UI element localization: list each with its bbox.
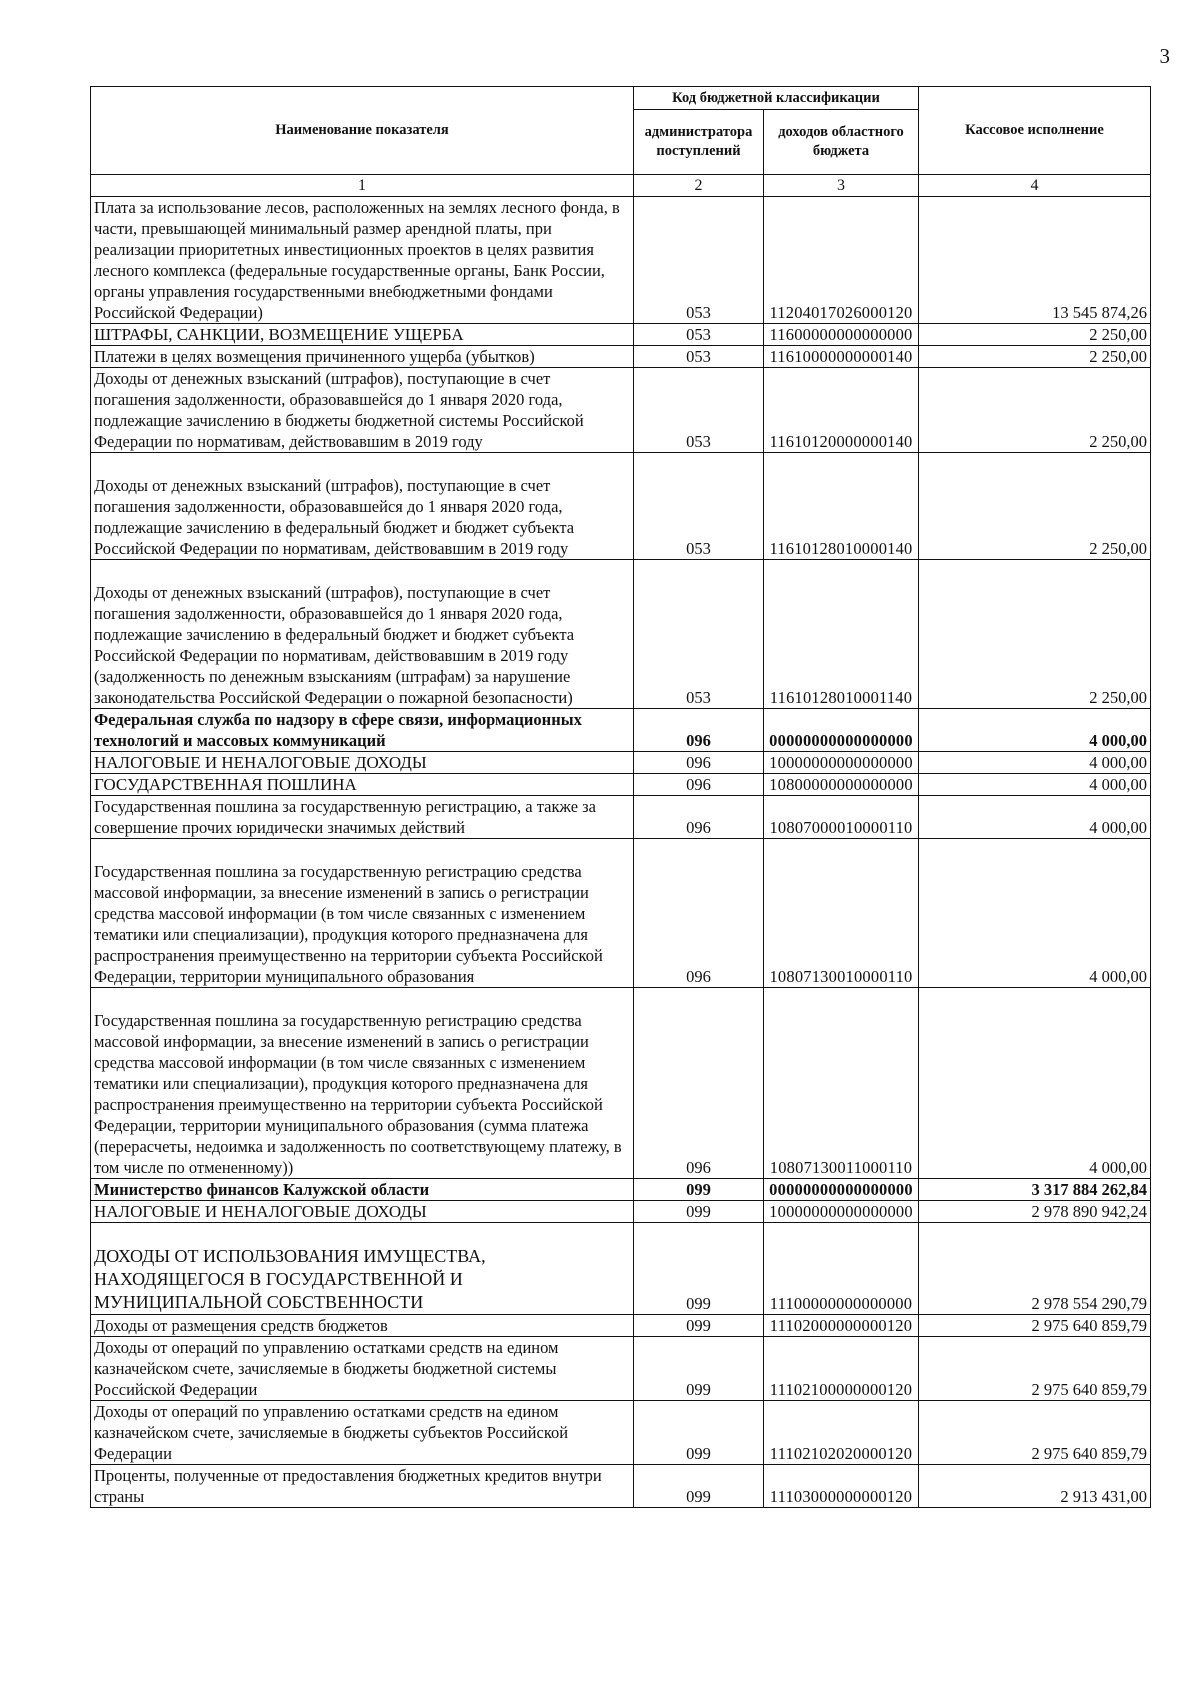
row-amount: 4 000,00 xyxy=(919,709,1151,752)
row-name: НАЛОГОВЫЕ И НЕНАЛОГОВЫЕ ДОХОДЫ xyxy=(91,752,634,774)
row-admin-code: 096 xyxy=(634,774,764,796)
header-indicator-name: Наименование показателя xyxy=(91,87,634,175)
row-admin-code: 053 xyxy=(634,346,764,368)
row-income-code: 10000000000000000 xyxy=(764,752,919,774)
row-amount: 4 000,00 xyxy=(919,796,1151,839)
table-row xyxy=(91,368,1151,453)
row-name: ДОХОДЫ ОТ ИСПОЛЬЗОВАНИЯ ИМУЩЕСТВА, НАХОДЯЩЕГОСЯ В ГОСУДАРСТВЕННОЙ И МУНИЦИПАЛЬНОЙ СОБСТВЕННОСТИ xyxy=(91,1223,634,1315)
row-amount: 4 000,00 xyxy=(919,752,1151,774)
table-row xyxy=(91,988,1151,1179)
row-name: Проценты, полученные от предоставления бюджетных кредитов внутри страны xyxy=(91,1465,634,1508)
row-name: Доходы от размещения средств бюджетов xyxy=(91,1315,634,1337)
column-number-4: 4 xyxy=(919,175,1151,197)
row-amount: 2 913 431,00 xyxy=(919,1465,1151,1508)
header-administrator: администратора поступлений xyxy=(634,110,764,175)
row-amount: 2 975 640 859,79 xyxy=(919,1337,1151,1401)
table-row xyxy=(91,1401,1151,1465)
column-number-3: 3 xyxy=(764,175,919,197)
row-name: Доходы от денежных взысканий (штрафов), поступающие в счет погашения задолженности, образовавшейся до 1 января 2020 года, подлежащие зачислению в федеральный бюджет и бюджет субъекта Российской Федерации по нормативам, действовавшим в 2019 году (задолженность по денежным взысканиям (штрафам) за нарушение законодательства Российской Федерации о пожарной безопасности) xyxy=(91,560,634,709)
row-name: Платежи в целях возмещения причиненного ущерба (убытков) xyxy=(91,346,634,368)
column-number-1: 1 xyxy=(91,175,634,197)
row-amount: 2 975 640 859,79 xyxy=(919,1401,1151,1465)
row-income-code: 00000000000000000 xyxy=(764,1179,919,1201)
row-name: НАЛОГОВЫЕ И НЕНАЛОГОВЫЕ ДОХОДЫ xyxy=(91,1201,634,1223)
row-income-code: 11610128010001140 xyxy=(764,560,919,709)
row-amount: 4 000,00 xyxy=(919,988,1151,1179)
table-row xyxy=(91,752,1151,774)
row-admin-code: 053 xyxy=(634,197,764,324)
row-income-code: 10807130010000110 xyxy=(764,839,919,988)
row-admin-code: 096 xyxy=(634,839,764,988)
row-amount: 4 000,00 xyxy=(919,839,1151,988)
header-income-code: доходов областного бюджета xyxy=(764,110,919,175)
table-row xyxy=(91,346,1151,368)
row-admin-code: 053 xyxy=(634,368,764,453)
row-amount: 13 545 874,26 xyxy=(919,197,1151,324)
table-row xyxy=(91,1201,1151,1223)
row-income-code: 10800000000000000 xyxy=(764,774,919,796)
row-income-code: 11204017026000120 xyxy=(764,197,919,324)
table-row xyxy=(91,1223,1151,1315)
row-income-code: 00000000000000000 xyxy=(764,709,919,752)
row-income-code: 11610128010000140 xyxy=(764,453,919,560)
table-row xyxy=(91,453,1151,560)
row-name: Министерство финансов Калужской области xyxy=(91,1179,634,1201)
column-number-2: 2 xyxy=(634,175,764,197)
budget-execution-table xyxy=(90,86,1151,1508)
row-admin-code: 099 xyxy=(634,1465,764,1508)
table-row xyxy=(91,709,1151,752)
row-admin-code: 099 xyxy=(634,1337,764,1401)
table-row xyxy=(91,796,1151,839)
row-admin-code: 099 xyxy=(634,1223,764,1315)
row-income-code: 11600000000000000 xyxy=(764,324,919,346)
row-income-code: 10807130011000110 xyxy=(764,988,919,1179)
row-name: ГОСУДАРСТВЕННАЯ ПОШЛИНА xyxy=(91,774,634,796)
row-name: Государственная пошлина за государственную регистрацию средства массовой информации, за внесение изменений в запись о регистрации средства массовой информации (в том числе связанных с изменением тематики или специализации), продукция которого предназначена для распространения преимущественно на территории субъекта Российской Федерации, территории муниципального образования xyxy=(91,839,634,988)
row-income-code: 11102102020000120 xyxy=(764,1401,919,1465)
header-cash-execution: Кассовое исполнение xyxy=(919,87,1151,175)
row-income-code: 11100000000000000 xyxy=(764,1223,919,1315)
row-admin-code: 053 xyxy=(634,324,764,346)
row-admin-code: 096 xyxy=(634,709,764,752)
table-row xyxy=(91,197,1151,324)
row-admin-code: 096 xyxy=(634,988,764,1179)
row-income-code: 10000000000000000 xyxy=(764,1201,919,1223)
row-name: Плата за использование лесов, расположенных на землях лесного фонда, в части, превышающей минимальный размер арендной платы, при реализации приоритетных инвестиционных проектов в целях развития лесного комплекса (федеральные государственные органы, Банк России, органы управления государственными внебюджетными фондами Российской Федерации) xyxy=(91,197,634,324)
row-income-code: 11610120000000140 xyxy=(764,368,919,453)
table-row xyxy=(91,560,1151,709)
row-admin-code: 096 xyxy=(634,752,764,774)
row-amount: 2 250,00 xyxy=(919,368,1151,453)
row-amount: 2 978 890 942,24 xyxy=(919,1201,1151,1223)
row-name: Федеральная служба по надзору в сфере связи, информационных технологий и массовых коммуникаций xyxy=(91,709,634,752)
row-name: Доходы от денежных взысканий (штрафов), поступающие в счет погашения задолженности, образовавшейся до 1 января 2020 года, подлежащие зачислению в бюджеты бюджетной системы Российской Федерации по нормативам, действовавшим в 2019 году xyxy=(91,368,634,453)
table-row xyxy=(91,1465,1151,1508)
table-row xyxy=(91,324,1151,346)
row-amount: 2 250,00 xyxy=(919,560,1151,709)
row-income-code: 10807000010000110 xyxy=(764,796,919,839)
page-number: 3 xyxy=(1159,44,1170,68)
table-row xyxy=(91,839,1151,988)
row-name: Доходы от операций по управлению остатками средств на едином казначейском счете, зачисляемые в бюджеты субъектов Российской Федерации xyxy=(91,1401,634,1465)
table-row xyxy=(91,1315,1151,1337)
row-income-code: 11102000000000120 xyxy=(764,1315,919,1337)
row-admin-code: 053 xyxy=(634,560,764,709)
row-admin-code: 099 xyxy=(634,1179,764,1201)
table-row xyxy=(91,1179,1151,1201)
row-income-code: 11103000000000120 xyxy=(764,1465,919,1508)
row-name: Доходы от операций по управлению остатками средств на едином казначейском счете, зачисляемые в бюджеты бюджетной системы Российской Федерации xyxy=(91,1337,634,1401)
row-admin-code: 099 xyxy=(634,1315,764,1337)
row-amount: 2 978 554 290,79 xyxy=(919,1223,1151,1315)
row-name: Доходы от денежных взысканий (штрафов), поступающие в счет погашения задолженности, образовавшейся до 1 января 2020 года, подлежащие зачислению в федеральный бюджет и бюджет субъекта Российской Федерации по нормативам, действовавшим в 2019 году xyxy=(91,453,634,560)
row-admin-code: 099 xyxy=(634,1201,764,1223)
row-income-code: 11102100000000120 xyxy=(764,1337,919,1401)
table-row xyxy=(91,774,1151,796)
row-name: Государственная пошлина за государственную регистрацию, а также за совершение прочих юридически значимых действий xyxy=(91,796,634,839)
row-amount: 2 250,00 xyxy=(919,324,1151,346)
row-admin-code: 053 xyxy=(634,453,764,560)
row-amount: 3 317 884 262,84 xyxy=(919,1179,1151,1201)
row-amount: 2 250,00 xyxy=(919,453,1151,560)
header-classification-code: Код бюджетной классификации xyxy=(634,87,919,110)
row-name: Государственная пошлина за государственную регистрацию средства массовой информации, за внесение изменений в запись о регистрации средства массовой информации (в том числе связанных с изменением тематики или специализации), продукция которого предназначена для распространения преимущественно на территории субъекта Российской Федерации, территории муниципального образования (сумма платежа (перерасчеты, недоимка и задолженность по соответствующему платежу, в том числе по отмененному)) xyxy=(91,988,634,1179)
row-income-code: 11610000000000140 xyxy=(764,346,919,368)
row-admin-code: 099 xyxy=(634,1401,764,1465)
row-amount: 4 000,00 xyxy=(919,774,1151,796)
row-name: ШТРАФЫ, САНКЦИИ, ВОЗМЕЩЕНИЕ УЩЕРБА xyxy=(91,324,634,346)
row-amount: 2 250,00 xyxy=(919,346,1151,368)
row-amount: 2 975 640 859,79 xyxy=(919,1315,1151,1337)
table-row xyxy=(91,1337,1151,1401)
row-admin-code: 096 xyxy=(634,796,764,839)
